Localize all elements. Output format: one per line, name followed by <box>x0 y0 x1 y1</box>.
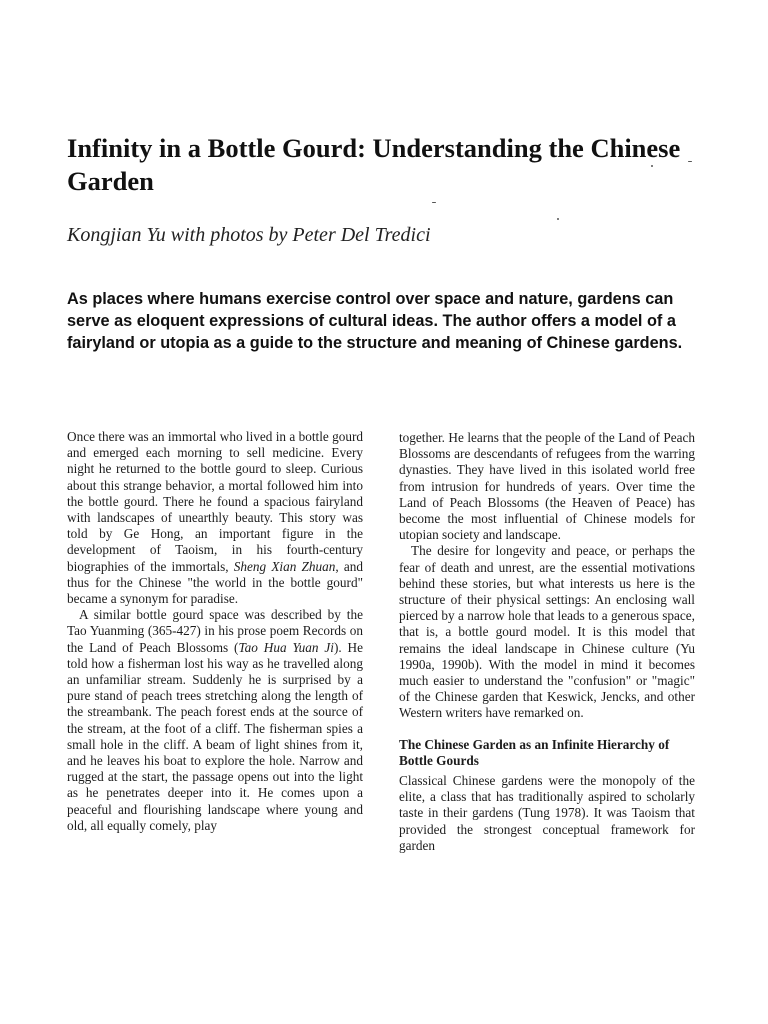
article-title: Infinity in a Bottle Gourd: Understanding the Chinese Garden <box>67 133 681 196</box>
article-byline: Kongjian Yu with photos by Peter Del Tredici <box>67 224 431 246</box>
article-abstract: As places where humans exercise control over space and nature, gardens can serve as eloquent expressions of cultural ideas. The author offers a model of a fairyland or utopia as a guide to the structure and meaning of Chinese gardens. <box>67 290 683 353</box>
paragraph-continued: together. He learns that the people of the Land of Peach Blossoms are descendants of refugees from the warring dynasties. They have lived in this isolated world free from intrusion for hundreds of years. Over time the Land of Peach Blossoms (the Heaven of Peace) has become the most influential of Chinese models for utopian society and landscape. <box>399 430 695 543</box>
scan-speck <box>557 218 559 220</box>
scan-speck <box>651 165 653 167</box>
right-text-column <box>399 430 695 854</box>
paragraph-bottle-gourd-model: The desire for longevity and peace, or perhaps the fear of death and unrest, are the essential motivations behind these stories, but what interests us here is the structure of their physical settings: An enclosing wall pierced by a narrow hole that leads to a generous space, that is, a bottle gourd model. It is this model that remains the ideal landscape in Chinese culture (Yu 1990a, 1990b). With the model in mind it becomes much easier to understand the "confusion" or "magic" of the Chinese garden that Keswick, Jencks, and other Western writers have remarked on. <box>399 543 695 721</box>
scan-speck <box>432 202 436 203</box>
text-run: Once there was an immortal who lived in a bottle gourd and emerged each morning to sell medicine. Every night he returned to the bottle gourd to sleep. Curious about this strange behavior, a mortal followed him into the bottle gourd. There he found a spacious fairyland with landscapes of unearthly beauty. This story was told by Ge Hong, an important figure in the development of Taoism, in his fourth-century biographies of the immortals, <box>67 429 363 574</box>
scan-speck <box>688 161 692 162</box>
text-run: A similar bottle gourd space was described by the Tao Yuanming (365-427) in his prose poem Records on the Land of Peach Blossoms ( <box>67 607 363 655</box>
italic-title-sheng-xian-zhuan: Sheng Xian Zhuan <box>233 558 336 574</box>
text-run: ). He told how a fisherman lost his way as he travelled along an unfamiliar stream. Suddenly he is surprised by a pure stand of peach trees stretching along the length of the streambank. The peach forest ends at the source of the stream, at the foot of a cliff. The fisherman spies a small hole in the cliff. A beam of light shines from it, and he leaves his boat to explore the hole. Narrow and rugged at the start, the passage opens out into the light as he penetrates deeper into it. He comes upon a peaceful and flourishing landscape where young and old, all equally comely, play <box>67 639 363 833</box>
paragraph-classical-gardens: Classical Chinese gardens were the monopoly of the elite, a class that has traditionally aspired to scholarly taste in their gardens (Tung 1978). It was Taoism that provided the strongest conceptual framework for garden <box>399 773 695 853</box>
paragraph-gourd-immortal <box>67 429 363 607</box>
text-run: , and thus for the Chinese "the world in the bottle gourd" became a synonym for paradise. <box>67 558 364 607</box>
section-heading: The Chinese Garden as an Infinite Hierarchy of Bottle Gourds <box>399 736 670 768</box>
paragraph-peach-blossoms <box>67 607 363 834</box>
italic-title-tao-hua-yuan-ji: Tao Hua Yuan Ji <box>238 639 334 655</box>
left-text-column <box>67 429 363 834</box>
